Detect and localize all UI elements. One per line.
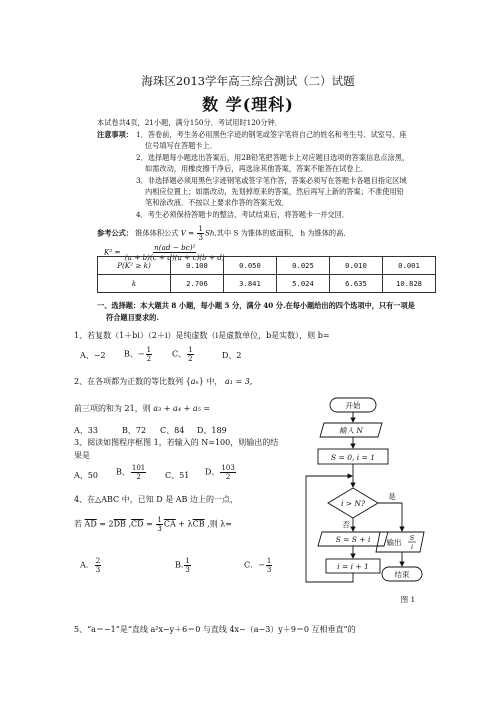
q2-option-b: B、72 (122, 426, 147, 435)
stem-part: 前三项的和为 21，则 (74, 404, 151, 413)
table-cell: 5.024 (277, 275, 330, 293)
frac-den: 3 (266, 566, 272, 574)
question-4-stem: 4、在△ABC 中，已知 D 是 AB 边上的一点， (74, 495, 238, 504)
note-line-2: 位号填写在答题卡上． (145, 141, 217, 150)
cond-text: + λ (175, 519, 193, 529)
frac-den: 3 (185, 566, 190, 574)
yes-label: 是 (388, 492, 396, 501)
q1-option-c (172, 346, 195, 363)
table-row (98, 257, 436, 275)
volume-equals: V = (180, 228, 195, 238)
option-prefix: B. (175, 560, 184, 570)
table-cell: 6.635 (330, 275, 383, 293)
table-cell: 3.841 (224, 275, 277, 293)
input-label: 输入 N (339, 426, 363, 435)
subject-title: 数 学(理科) (202, 95, 294, 114)
q4-option-a (80, 557, 102, 574)
section-heading-cont: 符合题目要求的. (106, 313, 159, 322)
q3-option-c: C、51 (165, 471, 190, 480)
note-line-8: 4．考生必须保持答题卡的整洁，考试结束后，将答题卡一并交回． (136, 210, 350, 219)
exam-intro: 本试卷共4页，21小题，满分150分．考试用时120分钟． (97, 118, 282, 127)
formula-text-a: 锥体体积公式 (135, 228, 179, 238)
option-fraction (131, 464, 146, 481)
frac-num: 103 (221, 464, 235, 472)
question-2-stem (74, 376, 252, 387)
question-2-stem-cont (74, 403, 210, 414)
cond-text: = (143, 519, 153, 529)
option-fraction (266, 557, 272, 574)
option-fraction (184, 557, 190, 574)
update-s-label: S = S + i (335, 535, 371, 544)
vector-db: $\overline{DB}$ (113, 519, 126, 529)
q4-option-c (244, 557, 273, 574)
cond-text: , (125, 519, 132, 529)
option-prefix: B、 (116, 467, 130, 477)
option-prefix: A． (80, 560, 94, 570)
frac-den: 3 (198, 234, 203, 242)
question-4-condition (74, 516, 232, 533)
note-line-4: 如需改动，用橡皮擦干净后，再选涂其他答案，答案不能答在试卷上． (145, 164, 368, 173)
q3-option-d (205, 464, 237, 481)
option-prefix: C．− (244, 560, 265, 570)
table-cell: 0.050 (224, 257, 277, 275)
q1-option-d: D、2 (222, 351, 242, 360)
frac-num: 1 (266, 557, 272, 565)
option-fraction (220, 464, 235, 481)
condition-label: i > N? (340, 499, 366, 508)
question-5-stem: 5、“a＝−1”是“直线 a²x−y＋6＝0 与直线 4x−（a−3）y＋9＝0 互相垂直”的 (74, 625, 356, 634)
cond-text: ,则 λ= (204, 519, 233, 529)
question-1-stem: 1、若复数（1＋bi）（2＋i）是纯虚数（i是虚数单位，b是实数），则 b= (74, 331, 330, 340)
output-num: S (409, 534, 415, 542)
formula-text-b: ,其中 S 为锥体的底面积， h 为锥体的高． (214, 228, 351, 238)
option-fraction (187, 346, 193, 363)
critical-value-table (97, 256, 436, 293)
note-line-1: 1．答卷前，考生务必用黑色字迹的钢笔或签字笔将自己的姓名和考生号、试室号、座 (136, 130, 407, 139)
end-label: 结束 (394, 570, 410, 579)
vector-cb: $\overline{CB}$ (192, 519, 205, 529)
table-cell: 10.828 (383, 275, 436, 293)
sequence-term: aₙ (190, 377, 199, 386)
q3-option-b (116, 464, 147, 481)
note-line-5: 3．非选择题必须用黑色字迹钢笔或签字笔作答，答案必须写在答题卡各题目指定区域 (136, 176, 407, 185)
note-line-6: 内相应位置上；如需改动，先划掉原来的答案，然后再写上新的答案；不准使用铅 (145, 187, 404, 196)
option-prefix: D、 (205, 467, 220, 477)
frac-num: 1 (146, 346, 152, 354)
note-line-3: 2．选择题每小题选出答案后，用2B铅笔把答题卡上对应题目选项的答案信息点涂黑， (136, 153, 410, 162)
notes-label: 注意事项： (97, 130, 133, 139)
q3-option-a: A、50 (74, 471, 98, 480)
table-cell: 2.706 (171, 275, 224, 293)
option-fraction (146, 346, 152, 363)
question-3-stem: 3、阅读如图程序框图 1，若输入的 N=100，则输出的结 (74, 438, 279, 447)
output-label: 输出 (386, 538, 402, 547)
vector-ca: $\overline{CA}$ (163, 519, 176, 529)
init-label: S = 0, i = 1 (331, 453, 375, 462)
frac-num: 2 (95, 557, 101, 565)
figure-caption: 图 1 (400, 595, 416, 604)
reference-formula (97, 225, 351, 242)
frac-num: 101 (131, 464, 146, 472)
question-3-stem-cont: 果是 (74, 451, 90, 460)
k2-den: (a + b)(c + d)(a + c)(b + d) (124, 253, 225, 262)
fraction-one-third (197, 225, 203, 242)
frac-den: 3 (157, 525, 162, 533)
q2-option-a: A、33 (74, 426, 98, 435)
table-head-p: P(K² ≥ k) (98, 257, 171, 275)
cond-fraction (156, 516, 162, 533)
k2-label: K² = (104, 247, 121, 257)
frac-den: 3 (95, 566, 101, 574)
update-i-label: i = i + 1 (337, 562, 369, 571)
formula-label: 参考公式： (97, 228, 133, 238)
table-head-k: k (98, 275, 171, 293)
frac-den: 2 (225, 473, 231, 481)
q1-option-b (124, 346, 153, 363)
cond-text: = 2 (96, 519, 114, 529)
option-prefix: B、− (124, 349, 145, 359)
table-cell: 0.025 (277, 257, 330, 275)
sum-expression: a₃ + a₄ + a₅ = (153, 404, 211, 413)
no-label: 否 (342, 520, 350, 529)
cond-prefix: 若 (74, 519, 82, 529)
start-label: 开始 (345, 401, 361, 410)
frac-num: 1 (188, 346, 193, 354)
flowchart-figure (296, 392, 428, 614)
output-den: i (410, 543, 414, 551)
table-cell: 0.001 (383, 257, 436, 275)
note-line-7: 笔和涂改液．不按以上要求作答的答案无效． (145, 198, 289, 207)
table-cell: 0.010 (330, 257, 383, 275)
frac-den: 2 (146, 355, 152, 363)
stem-part: 2、在各项都为正数的等比数列 { (74, 377, 191, 386)
frac-num: 1 (157, 516, 162, 524)
option-fraction (95, 557, 101, 574)
q2-option-c: C、84 (160, 426, 185, 435)
vector-ad: $\overline{AD}$ (84, 519, 97, 529)
q4-option-b (175, 557, 192, 574)
table-cell: 0.100 (171, 257, 224, 275)
exam-title: 海珠区2013学年高三综合测试（二）试题 (141, 74, 355, 88)
sh-term: Sh (204, 228, 215, 238)
frac-num: 1 (185, 557, 190, 565)
q1-option-a: A、−2 (80, 351, 106, 360)
frac-den: 2 (136, 473, 141, 481)
stem-part: } 中， (198, 377, 223, 386)
frac-num: 1 (198, 225, 203, 233)
frac-den: 2 (188, 355, 193, 363)
option-prefix: C、 (172, 349, 187, 359)
section-heading: 一、选择题：本大题共 8 小题，每小题 5 分，满分 40 分.在每小题给出的四个选项中，只有一项是 (97, 301, 415, 310)
k2-num: n(ad − bc)² (154, 243, 196, 252)
q2-option-d: D、189 (197, 426, 227, 435)
table-row (98, 275, 436, 293)
first-term: a₁ = 3, (224, 377, 253, 386)
vector-cd: $\overline{CD}$ (131, 519, 144, 529)
